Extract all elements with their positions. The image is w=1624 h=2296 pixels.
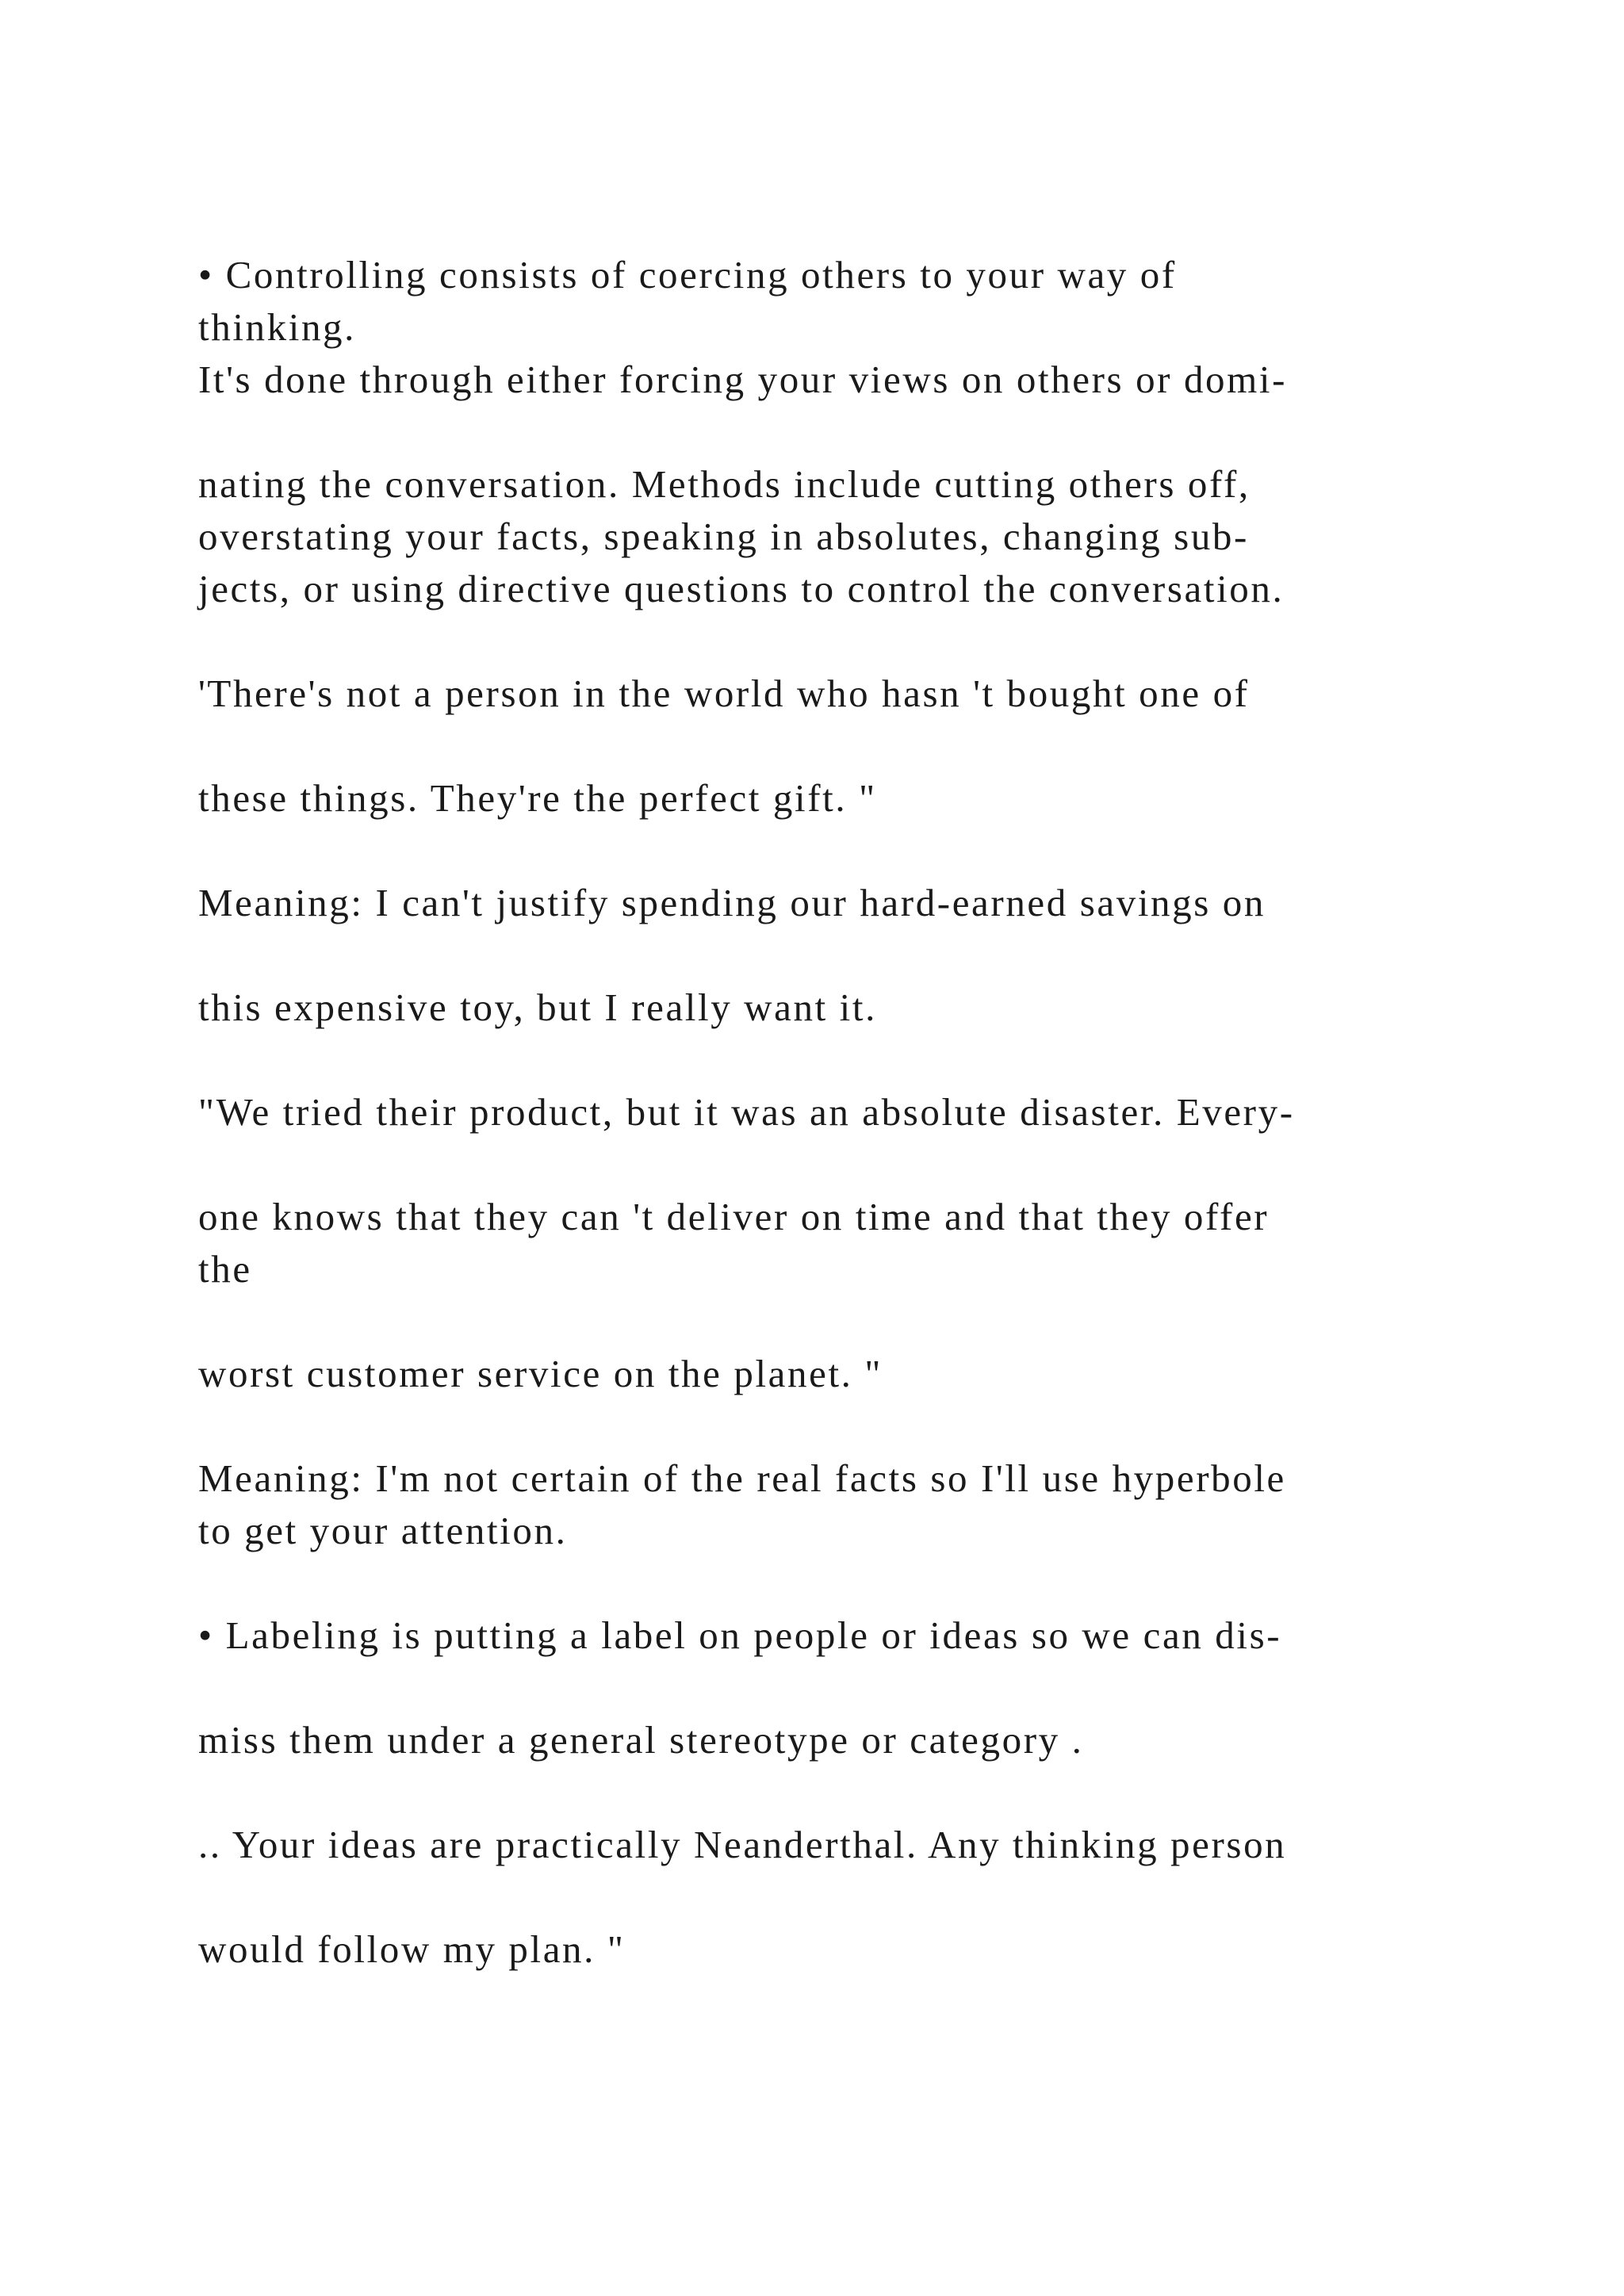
text-line: these things. They're the perfect gift. " <box>198 776 877 820</box>
text-line: Meaning: I'm not certain of the real facts so I'll use hyperbole <box>198 1456 1286 1500</box>
text-line: this expensive toy, but I really want it. <box>198 985 877 1029</box>
text-line: miss them under a general stereotype or category . <box>198 1718 1084 1762</box>
text-line: It's done through either forcing your views on others or domi- <box>198 358 1287 401</box>
text-line: 'There's not a person in the world who hasn 't bought one of <box>198 672 1250 715</box>
text-line: worst customer service on the planet. " <box>198 1352 883 1395</box>
text-line: jects, or using directive questions to control the conversation. <box>198 567 1285 610</box>
text-line: thinking. <box>198 305 356 349</box>
text-line: .. Your ideas are practically Neanderthal. Any thinking person <box>198 1823 1287 1866</box>
text-line: "We tried their product, but it was an absolute disaster. Every- <box>198 1090 1295 1134</box>
text-line: • Labeling is putting a label on people or ideas so we can dis- <box>198 1613 1282 1657</box>
text-line: • Controlling consists of coercing others to your way of <box>198 253 1177 297</box>
text-line: overstating your facts, speaking in absolutes, changing sub- <box>198 515 1249 558</box>
text-line: one knows that they can 't deliver on time and that they offer <box>198 1195 1270 1238</box>
text-line: the <box>198 1247 252 1291</box>
text-line: would follow my plan. " <box>198 1927 626 1971</box>
text-line: to get your attention. <box>198 1509 568 1552</box>
text-line: nating the conversation. Methods include cutting others off, <box>198 462 1251 506</box>
text-line: Meaning: I can't justify spending our hard-earned savings on <box>198 881 1266 924</box>
